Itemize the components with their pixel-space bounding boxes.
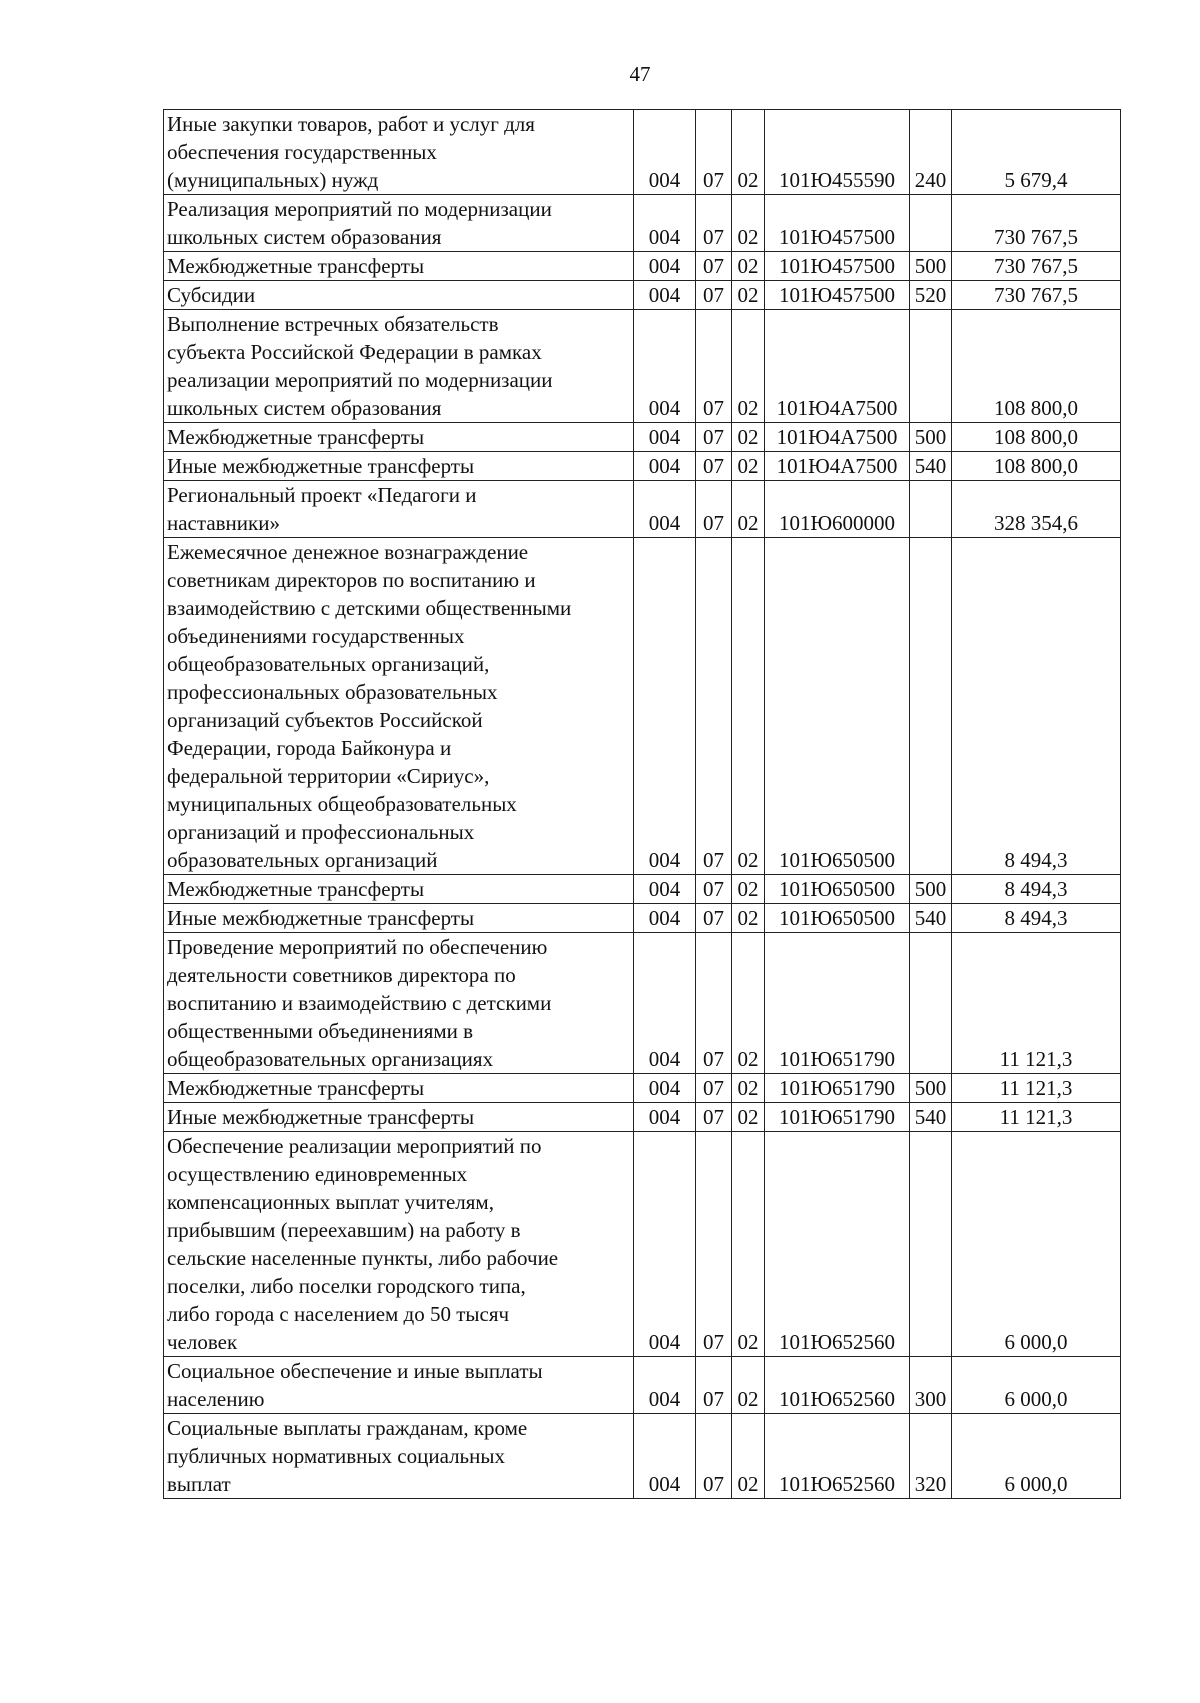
subsection-code-cell: 02 <box>732 1074 765 1103</box>
target-article-code-cell: 101Ю4А7500 <box>765 452 910 481</box>
subsection-code-cell: 02 <box>732 1103 765 1132</box>
table-row <box>164 423 1121 452</box>
amount-cell: 11 121,3 <box>952 933 1121 1074</box>
subsection-code-cell: 02 <box>732 423 765 452</box>
expense-name-cell: Выполнение встречных обязательств субъекта Российской Федерации в рамках реализации мероприятий по модернизации школьных систем образования <box>164 310 634 423</box>
table-row <box>164 1132 1121 1357</box>
target-article-code-cell: 101Ю651790 <box>765 1074 910 1103</box>
expense-name-cell: Межбюджетные трансферты <box>164 875 634 904</box>
expense-name-cell: Обеспечение реализации мероприятий по осуществлению единовременных компенсационных выплат учителям, прибывшим (переехавшим) на работу в сельские населенные пункты, либо рабочие поселки, либо поселки городского типа, либо города с населением до 50 тысяч человек <box>164 1132 634 1357</box>
amount-cell: 6 000,0 <box>952 1132 1121 1357</box>
target-article-code-cell: 101Ю457500 <box>765 281 910 310</box>
expense-type-code-cell: 500 <box>910 875 952 904</box>
expense-name-cell: Иные межбюджетные трансферты <box>164 452 634 481</box>
expense-type-code-cell: 540 <box>910 1103 952 1132</box>
expense-name-cell: Межбюджетные трансферты <box>164 423 634 452</box>
expense-name-cell: Субсидии <box>164 281 634 310</box>
target-article-code-cell: 101Ю457500 <box>765 195 910 252</box>
amount-cell: 11 121,3 <box>952 1103 1121 1132</box>
section-code-cell: 07 <box>696 252 732 281</box>
section-code-cell: 07 <box>696 1103 732 1132</box>
table-row <box>164 110 1121 195</box>
amount-cell: 108 800,0 <box>952 310 1121 423</box>
expense-type-code-cell <box>910 933 952 1074</box>
section-code-cell: 07 <box>696 1357 732 1414</box>
section-code-cell: 07 <box>696 452 732 481</box>
expense-type-code-cell: 500 <box>910 1074 952 1103</box>
department-code-cell: 004 <box>634 252 696 281</box>
department-code-cell: 004 <box>634 1103 696 1132</box>
amount-cell: 108 800,0 <box>952 452 1121 481</box>
department-code-cell: 004 <box>634 1132 696 1357</box>
target-article-code-cell: 101Ю650500 <box>765 904 910 933</box>
department-code-cell: 004 <box>634 110 696 195</box>
department-code-cell: 004 <box>634 310 696 423</box>
expense-type-code-cell <box>910 195 952 252</box>
table-row <box>164 481 1121 538</box>
table-row <box>164 195 1121 252</box>
subsection-code-cell: 02 <box>732 252 765 281</box>
expense-name-cell: Межбюджетные трансферты <box>164 1074 634 1103</box>
target-article-code-cell: 101Ю4А7500 <box>765 423 910 452</box>
table-row <box>164 310 1121 423</box>
section-code-cell: 07 <box>696 875 732 904</box>
amount-cell: 328 354,6 <box>952 481 1121 538</box>
expense-name-cell: Социальное обеспечение и иные выплаты населению <box>164 1357 634 1414</box>
expense-name-cell: Иные межбюджетные трансферты <box>164 904 634 933</box>
section-code-cell: 07 <box>696 1414 732 1499</box>
table-row <box>164 252 1121 281</box>
expense-name-cell: Ежемесячное денежное вознаграждение советникам директоров по воспитанию и взаимодействию с детскими общественными объединениями государственных общеобразовательных организаций, профессиональных образовательных организаций субъектов Российской Федерации, города Байконура и федеральной территории «Сириус», муниципальных общеобразовательных организаций и профессиональных образовательных организаций <box>164 538 634 875</box>
amount-cell: 730 767,5 <box>952 195 1121 252</box>
department-code-cell: 004 <box>634 933 696 1074</box>
department-code-cell: 004 <box>634 1074 696 1103</box>
section-code-cell: 07 <box>696 310 732 423</box>
table-row <box>164 538 1121 875</box>
expense-name-cell: Иные межбюджетные трансферты <box>164 1103 634 1132</box>
department-code-cell: 004 <box>634 1357 696 1414</box>
expense-name-cell: Социальные выплаты гражданам, кроме публичных нормативных социальных выплат <box>164 1414 634 1499</box>
table-row <box>164 452 1121 481</box>
table-body <box>164 110 1121 1499</box>
page-number: 47 <box>629 62 651 86</box>
table-row <box>164 875 1121 904</box>
subsection-code-cell: 02 <box>732 933 765 1074</box>
amount-cell: 11 121,3 <box>952 1074 1121 1103</box>
table-row <box>164 904 1121 933</box>
subsection-code-cell: 02 <box>732 281 765 310</box>
expense-type-code-cell: 240 <box>910 110 952 195</box>
expense-type-code-cell: 300 <box>910 1357 952 1414</box>
department-code-cell: 004 <box>634 1414 696 1499</box>
section-code-cell: 07 <box>696 538 732 875</box>
table-row <box>164 281 1121 310</box>
department-code-cell: 004 <box>634 195 696 252</box>
amount-cell: 5 679,4 <box>952 110 1121 195</box>
section-code-cell: 07 <box>696 1074 732 1103</box>
subsection-code-cell: 02 <box>732 875 765 904</box>
department-code-cell: 004 <box>634 875 696 904</box>
section-code-cell: 07 <box>696 423 732 452</box>
department-code-cell: 004 <box>634 423 696 452</box>
subsection-code-cell: 02 <box>732 110 765 195</box>
subsection-code-cell: 02 <box>732 481 765 538</box>
expense-name-cell: Межбюджетные трансферты <box>164 252 634 281</box>
expense-type-code-cell <box>910 310 952 423</box>
target-article-code-cell: 101Ю651790 <box>765 1103 910 1132</box>
target-article-code-cell: 101Ю652560 <box>765 1132 910 1357</box>
subsection-code-cell: 02 <box>732 904 765 933</box>
amount-cell: 8 494,3 <box>952 538 1121 875</box>
target-article-code-cell: 101Ю455590 <box>765 110 910 195</box>
subsection-code-cell: 02 <box>732 1414 765 1499</box>
table-row <box>164 1414 1121 1499</box>
expense-type-code-cell: 320 <box>910 1414 952 1499</box>
amount-cell: 6 000,0 <box>952 1357 1121 1414</box>
expense-type-code-cell: 500 <box>910 423 952 452</box>
section-code-cell: 07 <box>696 904 732 933</box>
expense-type-code-cell: 520 <box>910 281 952 310</box>
target-article-code-cell: 101Ю600000 <box>765 481 910 538</box>
expense-name-cell: Иные закупки товаров, работ и услуг для обеспечения государственных (муниципальных) нужд <box>164 110 634 195</box>
table-row <box>164 933 1121 1074</box>
amount-cell: 8 494,3 <box>952 875 1121 904</box>
amount-cell: 108 800,0 <box>952 423 1121 452</box>
section-code-cell: 07 <box>696 933 732 1074</box>
section-code-cell: 07 <box>696 195 732 252</box>
expense-type-code-cell: 540 <box>910 452 952 481</box>
budget-table <box>163 109 1121 1499</box>
subsection-code-cell: 02 <box>732 1132 765 1357</box>
department-code-cell: 004 <box>634 538 696 875</box>
amount-cell: 730 767,5 <box>952 281 1121 310</box>
department-code-cell: 004 <box>634 452 696 481</box>
section-code-cell: 07 <box>696 281 732 310</box>
subsection-code-cell: 02 <box>732 310 765 423</box>
department-code-cell: 004 <box>634 481 696 538</box>
target-article-code-cell: 101Ю650500 <box>765 538 910 875</box>
subsection-code-cell: 02 <box>732 538 765 875</box>
target-article-code-cell: 101Ю650500 <box>765 875 910 904</box>
expense-name-cell: Проведение мероприятий по обеспечению деятельности советников директора по воспитанию и взаимодействию с детскими общественными объединениями в общеобразовательных организациях <box>164 933 634 1074</box>
department-code-cell: 004 <box>634 904 696 933</box>
table-row <box>164 1074 1121 1103</box>
table-row <box>164 1103 1121 1132</box>
target-article-code-cell: 101Ю652560 <box>765 1357 910 1414</box>
expense-type-code-cell <box>910 538 952 875</box>
expense-type-code-cell <box>910 481 952 538</box>
target-article-code-cell: 101Ю651790 <box>765 933 910 1074</box>
target-article-code-cell: 101Ю457500 <box>765 252 910 281</box>
amount-cell: 8 494,3 <box>952 904 1121 933</box>
department-code-cell: 004 <box>634 281 696 310</box>
target-article-code-cell: 101Ю4А7500 <box>765 310 910 423</box>
target-article-code-cell: 101Ю652560 <box>765 1414 910 1499</box>
section-code-cell: 07 <box>696 1132 732 1357</box>
expense-type-code-cell <box>910 1132 952 1357</box>
subsection-code-cell: 02 <box>732 195 765 252</box>
amount-cell: 730 767,5 <box>952 252 1121 281</box>
amount-cell: 6 000,0 <box>952 1414 1121 1499</box>
subsection-code-cell: 02 <box>732 1357 765 1414</box>
section-code-cell: 07 <box>696 481 732 538</box>
subsection-code-cell: 02 <box>732 452 765 481</box>
expense-name-cell: Региональный проект «Педагоги и наставники» <box>164 481 634 538</box>
table-row <box>164 1357 1121 1414</box>
expense-type-code-cell: 500 <box>910 252 952 281</box>
section-code-cell: 07 <box>696 110 732 195</box>
expense-type-code-cell: 540 <box>910 904 952 933</box>
expense-name-cell: Реализация мероприятий по модернизации школьных систем образования <box>164 195 634 252</box>
